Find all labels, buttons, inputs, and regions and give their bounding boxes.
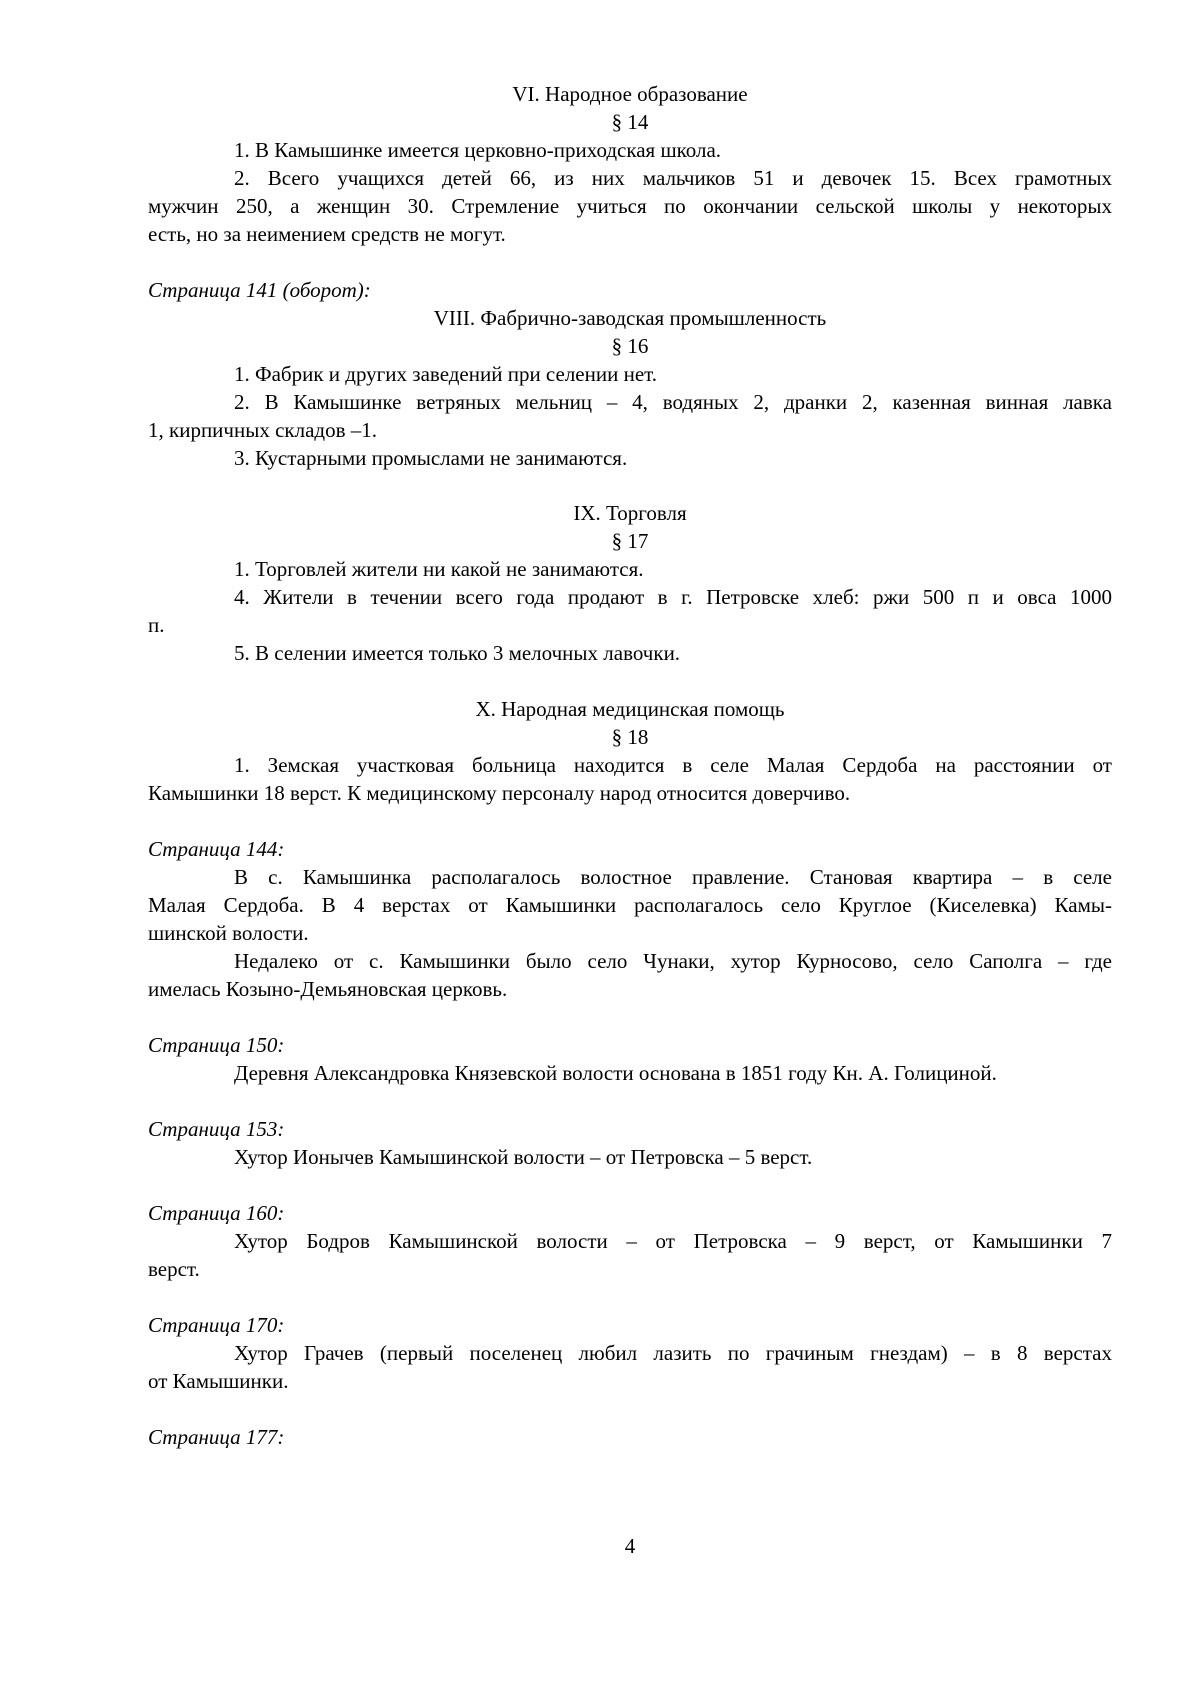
list-item: 2. В Камышинке ветряных мельниц – 4, водяных 2, дранки 2, казенная винная лавка — [234, 390, 1112, 414]
text-line: Камышинки 18 верст. К медицинскому персоналу народ относится доверчиво. — [148, 781, 851, 805]
text-line: мужчин 250, а женщин 30. Стремление учиться по окончании сельской школы у некоторых — [148, 194, 1112, 218]
page-reference-label: Страница 177: — [148, 1425, 285, 1449]
paragraph-mark: § 14 — [611, 110, 649, 134]
text-line: имелась Козыно-Демьяновская церковь. — [148, 977, 508, 1001]
page-reference-label: Страница 170: — [148, 1313, 285, 1337]
text-line: Хутор Ионычев Камышинской волости – от Петровска – 5 верст. — [234, 1145, 813, 1169]
text-line: п. — [148, 613, 165, 637]
paragraph-mark: § 18 — [611, 725, 649, 749]
list-item: 1. В Камышинке имеется церковно-приходская школа. — [234, 138, 722, 162]
text-line: шинской волости. — [148, 921, 309, 945]
page-reference-label: Страница 144: — [148, 837, 285, 861]
paragraph-mark: § 17 — [611, 529, 649, 553]
page-reference-label: Страница 160: — [148, 1201, 285, 1225]
text-line: В с. Камышинка располагалось волостное правление. Становая квартира – в селе — [234, 865, 1112, 889]
page-reference-label: Страница 153: — [148, 1117, 285, 1141]
section-heading: X. Народная медицинская помощь — [475, 697, 785, 721]
text-line: верст. — [148, 1257, 200, 1281]
list-item: 5. В селении имеется только 3 мелочных лавочки. — [234, 641, 681, 665]
section-heading: IX. Торговля — [573, 501, 687, 525]
text-line: Деревня Александровка Князевской волости основана в 1851 году Кн. А. Голициной. — [234, 1061, 997, 1085]
paragraph-mark: § 16 — [611, 334, 649, 358]
list-item: 1. Фабрик и других заведений при селении нет. — [234, 362, 658, 386]
text-line: Хутор Грачев (первый поселенец любил лазить по грачиным гнездам) – в 8 верстах — [234, 1341, 1112, 1365]
list-item: 4. Жители в течении всего года продают в г. Петровске хлеб: ржи 500 п и овса 1000 — [234, 585, 1112, 609]
text-line: есть, но за неимением средств не могут. — [148, 222, 506, 246]
section-heading: VI. Народное образование — [512, 82, 748, 106]
section-heading: VIII. Фабрично-заводская промышленность — [433, 306, 827, 330]
list-item: 2. Всего учащихся детей 66, из них мальчиков 51 и девочек 15. Всех грамотных — [234, 166, 1112, 190]
text-line: 1, кирпичных складов –1. — [148, 418, 378, 442]
page-reference-label: Страница 141 (оборот): — [148, 278, 371, 302]
list-item: 3. Кустарными промыслами не занимаются. — [234, 446, 628, 470]
list-item: 1. Земская участковая больница находится в селе Малая Сердоба на расстоянии от — [234, 753, 1112, 777]
text-line: Малая Сердоба. В 4 верстах от Камышинки располагалось село Круглое (Киселевка) Камы- — [148, 893, 1112, 917]
text-line: Хутор Бодров Камышинской волости – от Петровска – 9 верст, от Камышинки 7 — [234, 1229, 1112, 1253]
text-line: от Камышинки. — [148, 1369, 289, 1393]
page-reference-label: Страница 150: — [148, 1033, 285, 1057]
list-item: 1. Торговлей жители ни какой не занимаются. — [234, 557, 644, 581]
text-line: Недалеко от с. Камышинки было село Чунаки, хутор Курносово, село Саполга – где — [234, 949, 1112, 973]
page-number: 4 — [624, 1534, 636, 1558]
